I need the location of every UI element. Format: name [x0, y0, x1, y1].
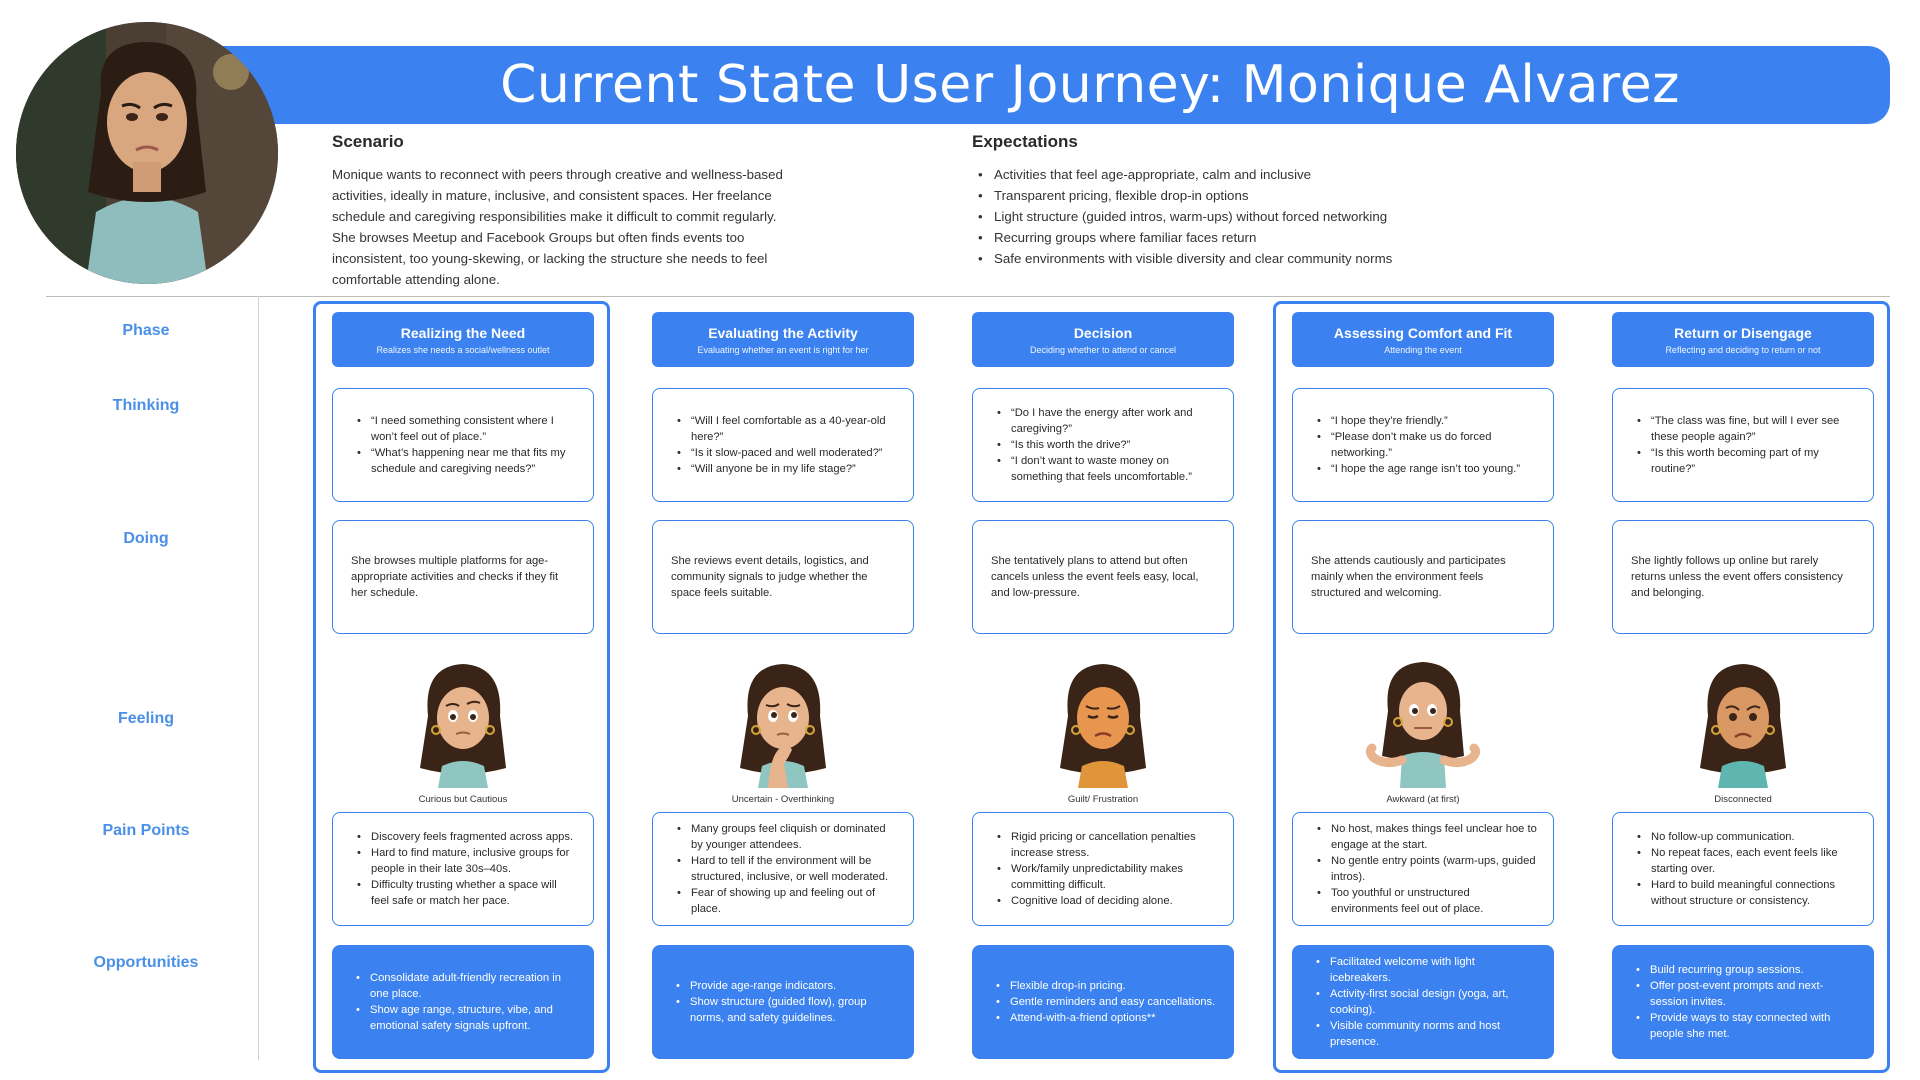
page-title: Current State User Journey: Monique Alvarez — [500, 55, 1680, 115]
doing-text: She reviews event details, logistics, and community signals to judge whether the space feels suitable. — [671, 555, 869, 599]
bullet-item: • Activity-first social design (yoga, art, cooking). — [1316, 986, 1538, 1018]
pain-points-card — [1292, 812, 1554, 926]
row-label-opportunities: Opportunities — [93, 954, 199, 971]
row-label-feeling: Feeling — [117, 710, 174, 727]
feeling-illustration — [652, 656, 914, 788]
bullet-item: • Rigid pricing or cancellation penalties increase stress. — [997, 829, 1217, 861]
bullet-item: • “I don’t want to waste money on something that feels uncomfortable.” — [997, 453, 1217, 485]
thinking-card — [1292, 388, 1554, 502]
bullet-item: • No repeat faces, each event feels like starting over. — [1637, 845, 1857, 877]
curious-face-icon — [408, 656, 518, 788]
bullet-item: • “Please don’t make us do forced networking.” — [1317, 429, 1537, 461]
feeling-illustration — [1292, 656, 1554, 788]
opportunities-card-list — [1292, 954, 1554, 1050]
bullet-item: • Hard to find mature, inclusive groups for people in their late 30s–40s. — [357, 845, 577, 877]
bullet-item: • “Will anyone be in my life stage?” — [677, 461, 897, 477]
thinking-card-list — [653, 413, 913, 477]
bullet-item: • “Is this worth becoming part of my routine?” — [1637, 445, 1857, 477]
persona-avatar — [16, 22, 278, 284]
feeling-label: Guilt/ Frustration — [1067, 794, 1139, 805]
bullet-item: • Offer post-event prompts and next-session invites. — [1636, 978, 1858, 1010]
bullet-item: • Consolidate adult-friendly recreation in one place. — [356, 970, 578, 1002]
pain-points-card — [652, 812, 914, 926]
bullet-item: • Build recurring group sessions. — [1636, 962, 1858, 978]
scenario-heading: Scenario — [332, 132, 404, 151]
doing-text: She tentatively plans to attend but often cancels unless the event feels easy, local, and low-pressure. — [991, 555, 1199, 599]
pain-points-card-list — [333, 829, 593, 909]
phase-card — [972, 312, 1234, 367]
phase-name: Evaluating the Activity — [708, 325, 858, 341]
opportunities-card — [1292, 945, 1554, 1059]
opportunities-card — [1612, 945, 1874, 1059]
phase-card — [332, 312, 594, 367]
phase-name: Decision — [1073, 325, 1133, 341]
bullet-item: • Hard to tell if the environment will be structured, inclusive, or well moderated. — [677, 853, 897, 885]
feeling-label: Disconnected — [1714, 794, 1772, 805]
phase-subtitle: Reflecting and deciding to return or not — [1665, 345, 1821, 355]
thinking-card-list — [973, 405, 1233, 485]
thinking-card — [972, 388, 1234, 502]
bullet-item: • Flexible drop-in pricing. — [996, 978, 1218, 994]
feeling-illustration — [1612, 656, 1874, 788]
row-label-pain-points: Pain Points — [102, 822, 190, 839]
pain-points-card — [1612, 812, 1874, 926]
phase-subtitle: Attending the event — [1384, 345, 1462, 355]
expectation-item: • Transparent pricing, flexible drop-in options — [974, 185, 1494, 206]
frustrated-face-icon — [1048, 656, 1158, 788]
pain-points-card — [972, 812, 1234, 926]
expectation-item: • Activities that feel age-appropriate, calm and inclusive — [974, 164, 1494, 185]
bullet-item: • Work/family unpredictability makes committing difficult. — [997, 861, 1217, 893]
bullet-item: • “Is it slow-paced and well moderated?” — [677, 445, 897, 461]
bullet-item: • Discovery feels fragmented across apps. — [357, 829, 577, 845]
thinking-card — [652, 388, 914, 502]
feeling-label: Uncertain - Overthinking — [731, 794, 835, 805]
bullet-item: • Show structure (guided flow), group norms, and safety guidelines. — [676, 994, 898, 1026]
feeling-illustration — [972, 656, 1234, 788]
bullet-item: • Fear of showing up and feeling out of place. — [677, 885, 897, 917]
bullet-item: • “I need something consistent where I won’t feel out of place.” — [357, 413, 577, 445]
doing-text: She browses multiple platforms for age-appropriate activities and checks if they fit her schedule. — [351, 555, 559, 599]
phase-card — [652, 312, 914, 367]
phase-name: Realizing the Need — [400, 325, 526, 341]
phase-card — [1292, 312, 1554, 367]
phase-subtitle: Realizes she needs a social/wellness outlet — [376, 345, 550, 355]
bullet-item: • “What’s happening near me that fits my schedule and caregiving needs?” — [357, 445, 577, 477]
doing-card — [1612, 520, 1874, 634]
pain-points-card-list — [1293, 821, 1553, 917]
feeling-illustration — [332, 656, 594, 788]
divider-vertical — [258, 296, 259, 1060]
sad-face-icon — [1688, 656, 1798, 788]
bullet-item: • “Is this worth the drive?” — [997, 437, 1217, 453]
expectation-item: • Recurring groups where familiar faces return — [974, 227, 1494, 248]
thinking-card — [332, 388, 594, 502]
bullet-item: • No gentle entry points (warm-ups, guided intros). — [1317, 853, 1537, 885]
opportunities-card — [972, 945, 1234, 1059]
bullet-item: • Gentle reminders and easy cancellations. — [996, 994, 1218, 1010]
feeling-label: Curious but Cautious — [418, 794, 508, 805]
phase-name: Return or Disengage — [1674, 325, 1812, 341]
opportunities-card — [332, 945, 594, 1059]
divider-horizontal — [46, 296, 1890, 297]
thinking-card — [1612, 388, 1874, 502]
phase-card — [1612, 312, 1874, 367]
bullet-item: • Show age range, structure, vibe, and emotional safety signals upfront. — [356, 1002, 578, 1034]
doing-text: She attends cautiously and participates mainly when the environment feels structured and welcoming. — [1311, 555, 1506, 599]
bullet-item: • “Do I have the energy after work and caregiving?” — [997, 405, 1217, 437]
doing-card — [332, 520, 594, 634]
bullet-item: • Visible community norms and host presence. — [1316, 1018, 1538, 1050]
row-label-phase: Phase — [122, 322, 170, 339]
opportunities-card — [652, 945, 914, 1059]
thinking-face-icon — [728, 656, 838, 788]
feeling-label: Awkward (at first) — [1386, 794, 1460, 805]
bullet-item: • Too youthful or unstructured environments feel out of place. — [1317, 885, 1537, 917]
pain-points-card-list — [1613, 829, 1873, 909]
bullet-item: • Provide age-range indicators. — [676, 978, 898, 994]
bullet-item: • Many groups feel cliquish or dominated by younger attendees. — [677, 821, 897, 853]
thinking-card-list — [1613, 413, 1873, 477]
bullet-item: • Difficulty trusting whether a space will feel safe or match her pace. — [357, 877, 577, 909]
bullet-item: • “The class was fine, but will I ever see these people again?” — [1637, 413, 1857, 445]
pain-points-card-list — [653, 821, 913, 917]
bullet-item: • Facilitated welcome with light icebreakers. — [1316, 954, 1538, 986]
thinking-card-list — [1293, 413, 1553, 477]
phase-subtitle: Deciding whether to attend or cancel — [1029, 345, 1177, 355]
pain-points-card-list — [973, 829, 1233, 909]
opportunities-card-list — [652, 978, 914, 1026]
opportunities-card-list — [972, 978, 1234, 1026]
awkward-shrug-icon — [1358, 656, 1488, 788]
bullet-item: • No follow-up communication. — [1637, 829, 1857, 845]
bullet-item: • “Will I feel comfortable as a 40-year-old here?” — [677, 413, 897, 445]
phase-name: Assessing Comfort and Fit — [1333, 325, 1513, 341]
expectation-item: • Safe environments with visible diversity and clear community norms — [974, 248, 1494, 269]
row-label-doing: Doing — [123, 530, 169, 547]
doing-text: She lightly follows up online but rarely returns unless the event offers consistency and belonging. — [1631, 555, 1843, 599]
expectations-list — [974, 164, 1494, 269]
bullet-item: • Hard to build meaningful connections without structure or consistency. — [1637, 877, 1857, 909]
bullet-item: • “I hope they’re friendly.” — [1317, 413, 1537, 429]
row-label-thinking: Thinking — [112, 397, 180, 414]
thinking-card-list — [333, 413, 593, 477]
expectation-item: • Light structure (guided intros, warm-ups) without forced networking — [974, 206, 1494, 227]
pain-points-card — [332, 812, 594, 926]
opportunities-card-list — [1612, 962, 1874, 1042]
scenario-text: Monique wants to reconnect with peers through creative and wellness-based activities, ideally in mature, inclusive, and consistent spaces. Her freelance schedule and caregiving responsibilities make it difficult to commit regularly. She browses Meetup and Facebook Groups but often finds events too inconsistent, too young-skewing, or lacking the structure she needs to feel comfortable attending alone. — [332, 167, 783, 287]
doing-card — [972, 520, 1234, 634]
bullet-item: • Provide ways to stay connected with people she met. — [1636, 1010, 1858, 1042]
doing-card — [652, 520, 914, 634]
doing-card — [1292, 520, 1554, 634]
bullet-item: • Cognitive load of deciding alone. — [997, 893, 1217, 909]
expectations-heading: Expectations — [972, 132, 1078, 151]
bullet-item: • No host, makes things feel unclear hoe to engage at the start. — [1317, 821, 1537, 853]
opportunities-card-list — [332, 970, 594, 1034]
bullet-item: • Attend-with-a-friend options** — [996, 1010, 1218, 1026]
phase-subtitle: Evaluating whether an event is right for her — [697, 345, 869, 355]
bullet-item: • “I hope the age range isn’t too young.” — [1317, 461, 1537, 477]
